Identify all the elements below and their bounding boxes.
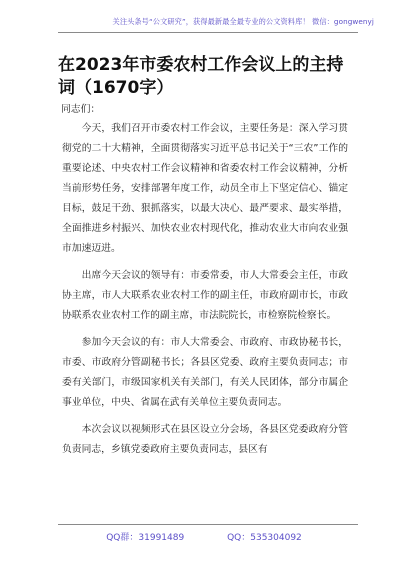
footer [0, 530, 408, 543]
header-promo-link[interactable]: 关注头条号“公文研究”，获得最新最全最专业的公文资料库！ 微信：gongwenyj [112, 17, 374, 26]
footer-divider [58, 524, 358, 525]
paragraph: 参加今天会议的有：市人大常委会、市政府、市政协秘书长，市委、市政府分管副秘书长；各县区党委、政府主要负责同志；市委有关部门，市级国家机关有关部门，有关人民团体，部分市属企事业单位，中央、省属在武有关单位主要负责同志。 [62, 337, 348, 408]
salutation: 同志们： [61, 104, 101, 115]
paragraph: 本次会议以视频形式在县区设立分会场，各县区党委政府分管负责同志，乡镇党委政府主要负责同志，县区有 [62, 424, 348, 455]
footer-qq-group: QQ群：31991489 [106, 533, 185, 543]
document-body [62, 119, 348, 467]
paragraph: 出席今天会议的领导有：市委常委，市人大常委会主任，市政协主席，市人大联系农业农村工作的副主任，市政府副市长，市政协联系农业农村工作的副主席，市法院院长，市检察院检察长。 [62, 270, 348, 321]
header-divider [58, 32, 358, 33]
footer-qq-number: QQ：535304092 [227, 533, 302, 543]
document-title: 在2023年市委农村工作会议上的主持词（1670字） [58, 55, 344, 98]
paragraph: 今天，我们召开市委农村工作会议，主要任务是：深入学习贯彻党的二十大精神，全面贯彻落实习近平总书记关于“三农”工作的重要论述、中央农村工作会议精神和省委农村工作会议精神，分析当前形势任务，安排部署年度工作，动员全市上下坚定信心、锚定目标，鼓足干劲、狠抓落实，以最大决心、最严要求、最实举措，全面推进乡村振兴、加快农业农村现代化，推动农业大市向农业强市加速迈进。 [62, 123, 348, 254]
